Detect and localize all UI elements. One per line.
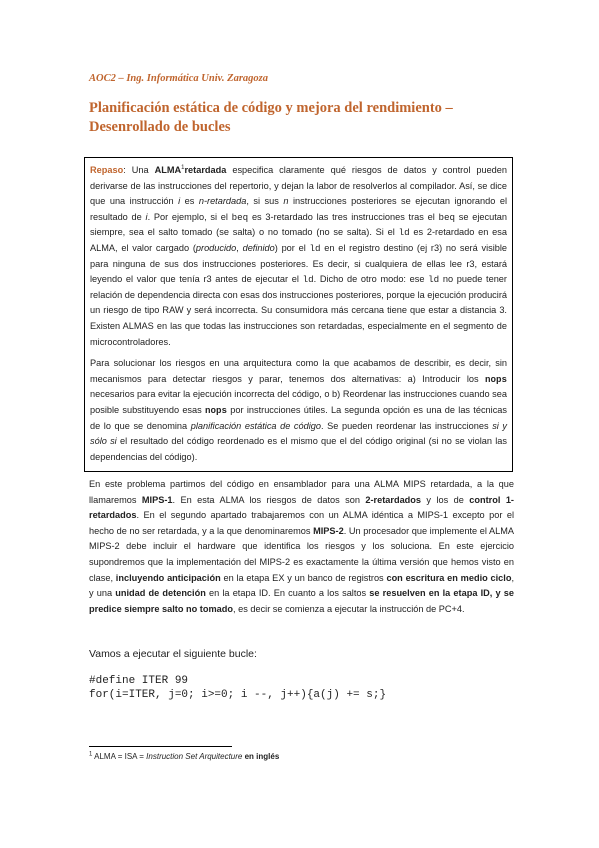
footnote — [89, 752, 279, 761]
text-run: por instrucciones útiles. La segunda opción es una de las técnicas de lo que se denomina — [90, 404, 507, 431]
code-nops: nops — [484, 373, 507, 385]
text-run: : Una — [123, 165, 155, 175]
text-run: es 2-retardado en esa ALMA, el valor cargado ( — [90, 227, 507, 253]
page-title: Planificación estática de código y mejora del rendimiento – Desenrollado de bucles — [89, 100, 453, 135]
term-planificacion: planificación estática de código — [190, 420, 321, 431]
text-run: el resultado del código reordenado es el mismo que el del código original (si no se violan las dependencias del código). — [90, 436, 507, 462]
term-escritura-medio-ciclo: con escritura en medio ciclo — [386, 572, 512, 583]
code-ld: ld — [309, 242, 321, 254]
text-run: no puede tener relación de dependencia directa con esas dos instrucciones posteriores, porque la ejecución producirá un riesgo de tipo RAW y será incorrecta. Su consumidora más cercana tiene que estar a distancia 3. Existen ALMAS en las que todas las instrucciones son retardadas, especialmente en el segmento de microcontroladores. — [90, 274, 507, 347]
text-run: , y una — [89, 572, 515, 599]
text-run: . En esta ALMA los riesgos de datos son — [172, 494, 366, 505]
text-run: se ejecutan siempre, sea el salto tomado (se salta) o no tomado (no se salta). Si el — [90, 211, 507, 238]
text-run: Para solucionar los riesgos en una arquitectura como la que acabamos de describir, es decir, sin mecanismos para detectar riesgos y parar, tenemos dos alternativas: a) Introducir los — [90, 358, 507, 384]
term-anticipacion: incluyendo anticipación — [115, 572, 221, 583]
code-line-2: for(i=ITER, j=0; i>=0; i --, j++){a(j) += s;} — [89, 689, 387, 701]
text-run: instrucciones posteriores se ejecutan ignorando el resultado de — [90, 196, 508, 222]
footnote-number: 1 — [89, 751, 93, 758]
text-run: . En el segundo apartado trabajaremos con un ALMA idéntica a MIPS-1 excepto por el hecho de no ser retardada, y a la que denominaremos — [89, 510, 514, 536]
term-n-retardada: n-retardada — [198, 196, 247, 207]
running-header: AOC2 – Ing. Informática Univ. Zaragoza — [89, 73, 269, 84]
footnote-divider — [89, 746, 232, 747]
footnote-ref[interactable]: 1 — [181, 164, 185, 171]
text-run: en la etapa EX y un banco de registros — [220, 572, 387, 583]
statement-paragraph — [89, 477, 514, 617]
text-run: en — [242, 752, 254, 761]
text-run: ISA = — [124, 752, 147, 761]
term-mips-2: MIPS-2 — [313, 525, 344, 536]
text-run: es 3-retardado las tres instrucciones tras el — [248, 211, 439, 222]
term-2-retardados: 2-retardados — [365, 494, 422, 505]
term-mips-1: MIPS-1 — [141, 494, 173, 505]
term-control-1-retardados: control 1-retardados — [89, 494, 514, 521]
code-ld: ld — [428, 274, 440, 286]
code-beq: beq — [231, 211, 249, 223]
text-run: En este problema partimos del código en ensamblador para una ALMA MIPS retardada, a la que llamaremos — [89, 479, 514, 505]
text-run: en el registro destino (ej r3) no será visible para ninguna de sus dos instrucciones posteriores. Es decir, si cualquiera de ellas lee r3, estará leyendo el valor que tenía r3 antes de ejecutar el — [90, 242, 507, 285]
term-unidad-deteccion: unidad de detención — [115, 588, 206, 599]
review-paragraph-2 — [90, 356, 507, 465]
term-alma: ALMA — [154, 165, 182, 175]
code-ld: ld — [398, 227, 410, 239]
review-label: Repaso — [90, 165, 124, 175]
code-ld: ld — [302, 274, 314, 286]
text-run: especifica claramente qué riesgos de datos y control pueden derivarse de las instrucciones del repertorio, y dejan la labor de resolverlos al compilador. Así, se dice que una instrucción — [90, 165, 508, 207]
code-beq: beq — [438, 211, 456, 223]
text-run: es — [180, 196, 199, 207]
text-run: , si sus — [246, 196, 284, 207]
loop-intro: Vamos a ejecutar el siguiente bucle: — [89, 648, 257, 660]
code-nops: nops — [204, 404, 228, 416]
term-i: i — [145, 211, 148, 222]
text-run: y los de — [421, 494, 470, 505]
text-run: ALMA = — [92, 752, 125, 761]
text-run: ) por el — [274, 242, 310, 253]
problem-statement — [89, 477, 514, 617]
term-producido: producido — [195, 242, 237, 253]
text-run: . Por ejemplo, si el — [147, 211, 232, 222]
code-line-1: #define ITER 99 — [89, 675, 189, 687]
term-si-y-solo-si: si y sólo si — [90, 420, 508, 447]
text-run: inglés — [253, 752, 280, 761]
term-n: n — [283, 196, 289, 207]
text-run: . Se pueden reordenar las instrucciones — [321, 420, 493, 431]
text-run: necesarios para evitar la ejecución incorrecta del código, o b) Reordenar las instrucciones cuando sea posible substituyendo esas — [90, 389, 507, 415]
isa-expansion: Instruction Set Arquitecture — [146, 752, 243, 761]
text-run: . Un procesador que implemente el ALMA MIPS-2 debe incluir el hardware que identifica los riesgos y los soluciona. En este ejercicio supondremos que la implementación del MIPS-2 es exactamente la última versión que hemos visto en clase, — [89, 525, 514, 583]
text-run: , — [236, 242, 243, 253]
review-paragraph-1 — [90, 163, 507, 350]
text-run: . Dicho de otro modo: ese — [313, 274, 429, 285]
term-definido: definido — [242, 242, 275, 253]
code-block — [89, 674, 386, 702]
term-retardada: retardada — [184, 165, 227, 175]
term-salto-id: se resuelven en la etapa ID, y se predice siempre salto no tomado — [89, 588, 514, 614]
review-box — [84, 157, 513, 472]
text-run: , es decir se comienza a ejecutar la instrucción de PC+4. — [232, 603, 465, 614]
term-i: i — [178, 196, 181, 207]
text-run: en la etapa ID. En cuanto a los saltos — [205, 588, 370, 599]
